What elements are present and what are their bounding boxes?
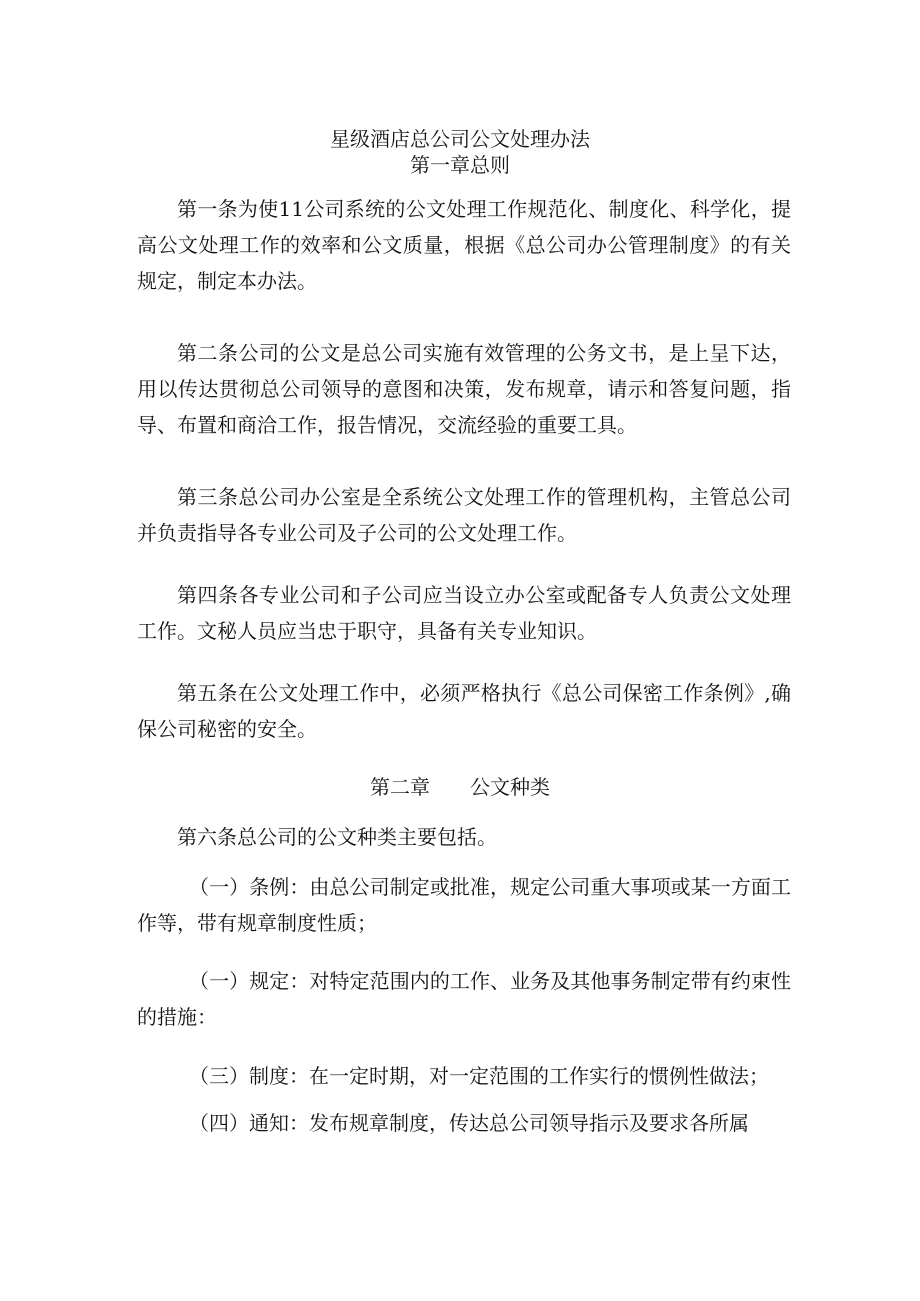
chapter-2-heading: 第二章 公文种类 bbox=[370, 775, 550, 799]
item-system-paragraph: （三）制度：在一定时期，对一定范围的工作实行的惯例性做法； bbox=[189, 1064, 769, 1088]
item-notice-paragraph: （四）通知：发布规章制度，传达总公司领导指示及要求各所属 bbox=[189, 1111, 749, 1135]
chapter-1-heading: 第一章总则 bbox=[410, 153, 510, 177]
article-1-paragraph: 第一条为使11公司系统的公文处理工作规范化、制度化、科学化，提高公文处理工作的效率和公文质量，根据《总公司办公管理制度》的有关规定，制定本办法。 bbox=[137, 197, 791, 293]
article-4-paragraph: 第四条各专业公司和子公司应当设立办公室或配备专人负责公文处理工作。文秘人员应当忠于职守，具备有关专业知识。 bbox=[137, 583, 791, 643]
item-rules-paragraph: （一）规定：对特定范围内的工作、业务及其他事务制定带有约束性的措施： bbox=[137, 969, 791, 1029]
article-6-paragraph: 第六条总公司的公文种类主要包括。 bbox=[177, 825, 497, 849]
article-3-paragraph: 第三条总公司办公室是全系统公文处理工作的管理机构，主管总公司并负责指导各专业公司及子公司的公文处理工作。 bbox=[137, 485, 791, 545]
article-5-paragraph: 第五条在公文处理工作中，必须严格执行《总公司保密工作条例》,确保公司秘密的安全。 bbox=[137, 681, 791, 741]
article-2-paragraph: 第二条公司的公文是总公司实施有效管理的公务文书，是上呈下达，用以传达贯彻总公司领导的意图和决策，发布规章，请示和答复问题，指导、布置和商洽工作，报告情况，交流经验的重要工具。 bbox=[137, 341, 791, 437]
item-regulations-paragraph: （一）条例：由总公司制定或批准，规定公司重大事项或某一方面工作等，带有规章制度性质； bbox=[137, 875, 791, 935]
document-title: 星级酒店总公司公文处理办法 bbox=[330, 127, 590, 151]
